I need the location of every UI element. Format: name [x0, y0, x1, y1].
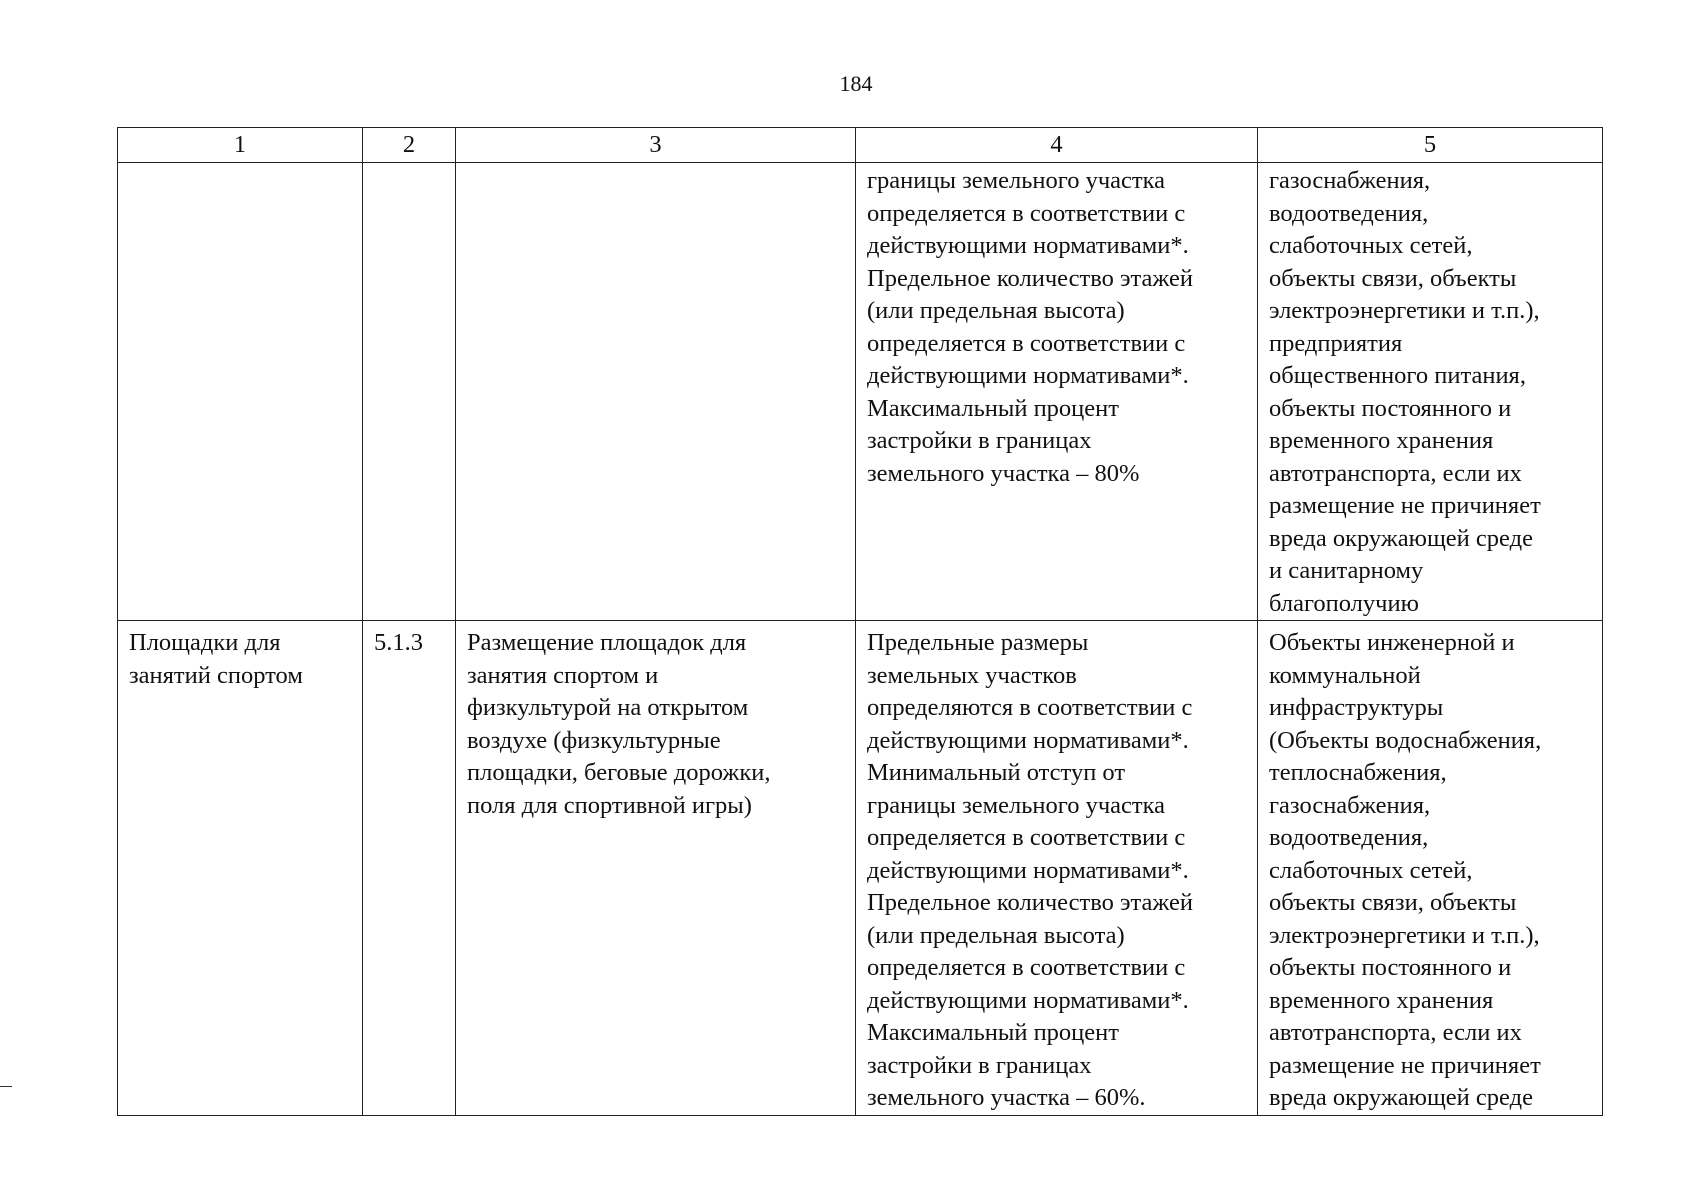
cell-text-line: размещение не причиняет [1269, 492, 1541, 519]
cell-text-line: коммунальной [1269, 661, 1421, 689]
cell-text-line: занятия спортом и [467, 661, 659, 689]
description-cell [456, 621, 856, 1116]
parameters-cell [856, 621, 1258, 1116]
margin-mark [0, 1086, 12, 1087]
cell-text-line: Предельные размеры [867, 629, 1089, 656]
cell-text-line: автотранспорта, если их [1269, 1019, 1522, 1046]
cell-text-line: (или предельная высота) [867, 297, 1125, 324]
header-cell-5: 5 [1258, 128, 1603, 163]
cell-text-line: автотранспорта, если их [1269, 459, 1522, 487]
cell-text-line: границы земельного участка [867, 791, 1166, 819]
cell-text-line: Минимальный отступ от [867, 759, 1126, 786]
cell-text-line: слаботочных сетей, [1269, 856, 1473, 884]
cell-text-line: теплоснабжения, [1269, 759, 1447, 786]
cell-text-line: определяются в соответствии с [867, 694, 1193, 721]
cell-text-line: поля для спортивной игры) [467, 791, 752, 819]
cell-text-line: действующими нормативами*. [867, 726, 1189, 754]
cell-text-line: земельного участка – 80% [867, 459, 1140, 487]
cell-text-line: площадки, беговые дорожки, [467, 759, 771, 786]
zoning-table [117, 127, 1603, 1116]
parameters-cell [856, 163, 1258, 621]
land-use-type-cell [118, 621, 363, 1116]
cell-text-line: электроэнергетики и т.п.), [1269, 297, 1540, 324]
cell-text-line: Объекты инженерной и [1269, 629, 1515, 656]
cell-text-line: благополучию [1269, 589, 1419, 617]
cell-text-line: объекты постоянного и [1269, 394, 1512, 422]
cell-text-line: земельного участка – 60%. [867, 1084, 1146, 1111]
cell-text-line: действующими нормативами*. [867, 856, 1189, 884]
cell-text-line: застройки в границах [867, 427, 1092, 454]
cell-text-line: Размещение площадок для [467, 629, 747, 656]
land-use-type-cell [118, 163, 363, 621]
cell-text-line: Максимальный процент [867, 1019, 1119, 1046]
cell-text-line: водоотведения, [1269, 824, 1429, 851]
cell-text-line: Максимальный процент [867, 394, 1119, 422]
header-cell-1: 1 [118, 128, 363, 163]
cell-text-line: 5.1.3 [374, 629, 423, 656]
cell-text-line: определяется в соответствии с [867, 824, 1186, 851]
cell-text-line: (Объекты водоснабжения, [1269, 726, 1542, 754]
cell-text-line: размещение не причиняет [1269, 1051, 1541, 1079]
cell-text-line: земельных участков [867, 661, 1077, 689]
cell-text-line: Предельное количество этажей [867, 264, 1193, 292]
table-row [118, 163, 1603, 621]
cell-text-line: Площадки для [129, 629, 281, 656]
header-cell-4: 4 [856, 128, 1258, 163]
table-row [118, 621, 1603, 1116]
page-number: 184 [839, 71, 873, 96]
cell-text-line: объекты связи, объекты [1269, 889, 1517, 916]
cell-text-line: объекты постоянного и [1269, 954, 1512, 981]
cell-text-line: действующими нормативами*. [867, 986, 1189, 1014]
auxiliary-uses-cell [1258, 621, 1603, 1116]
cell-text-line: общественного питания, [1269, 362, 1526, 389]
cell-text-line: объекты связи, объекты [1269, 264, 1517, 292]
cell-text-line: физкультурой на открытом [467, 694, 749, 721]
cell-text-line: действующими нормативами*. [867, 232, 1189, 259]
code-cell [363, 621, 456, 1116]
cell-text-line: предприятия [1269, 329, 1403, 357]
cell-text-line: определяется в соответствии с [867, 329, 1186, 357]
cell-text-line: вреда окружающей среде [1269, 1084, 1533, 1111]
cell-text-line: воздухе (физкультурные [467, 726, 721, 754]
cell-text-line: водоотведения, [1269, 199, 1429, 227]
cell-text-line: инфраструктуры [1269, 694, 1444, 721]
cell-text-line: застройки в границах [867, 1051, 1092, 1079]
table-header-row [118, 128, 1603, 163]
cell-text-line: временного хранения [1269, 986, 1494, 1014]
cell-text-line: границы земельного участка [867, 167, 1166, 194]
cell-text-line: Предельное количество этажей [867, 889, 1193, 916]
header-cell-2: 2 [363, 128, 456, 163]
code-cell [363, 163, 456, 621]
cell-text-line: слаботочных сетей, [1269, 232, 1473, 259]
cell-text-line: электроэнергетики и т.п.), [1269, 921, 1540, 949]
cell-text-line: и санитарному [1269, 557, 1424, 584]
description-cell [456, 163, 856, 621]
header-cell-3: 3 [456, 128, 856, 163]
cell-text-line: занятий спортом [129, 661, 303, 689]
cell-text-line: действующими нормативами*. [867, 362, 1189, 389]
cell-text-line: временного хранения [1269, 427, 1494, 454]
auxiliary-uses-cell [1258, 163, 1603, 621]
cell-text-line: газоснабжения, [1269, 791, 1431, 819]
cell-text-line: вреда окружающей среде [1269, 524, 1533, 552]
cell-text-line: газоснабжения, [1269, 167, 1431, 194]
cell-text-line: определяется в соответствии с [867, 199, 1186, 227]
cell-text-line: (или предельная высота) [867, 921, 1125, 949]
cell-text-line: определяется в соответствии с [867, 954, 1186, 981]
